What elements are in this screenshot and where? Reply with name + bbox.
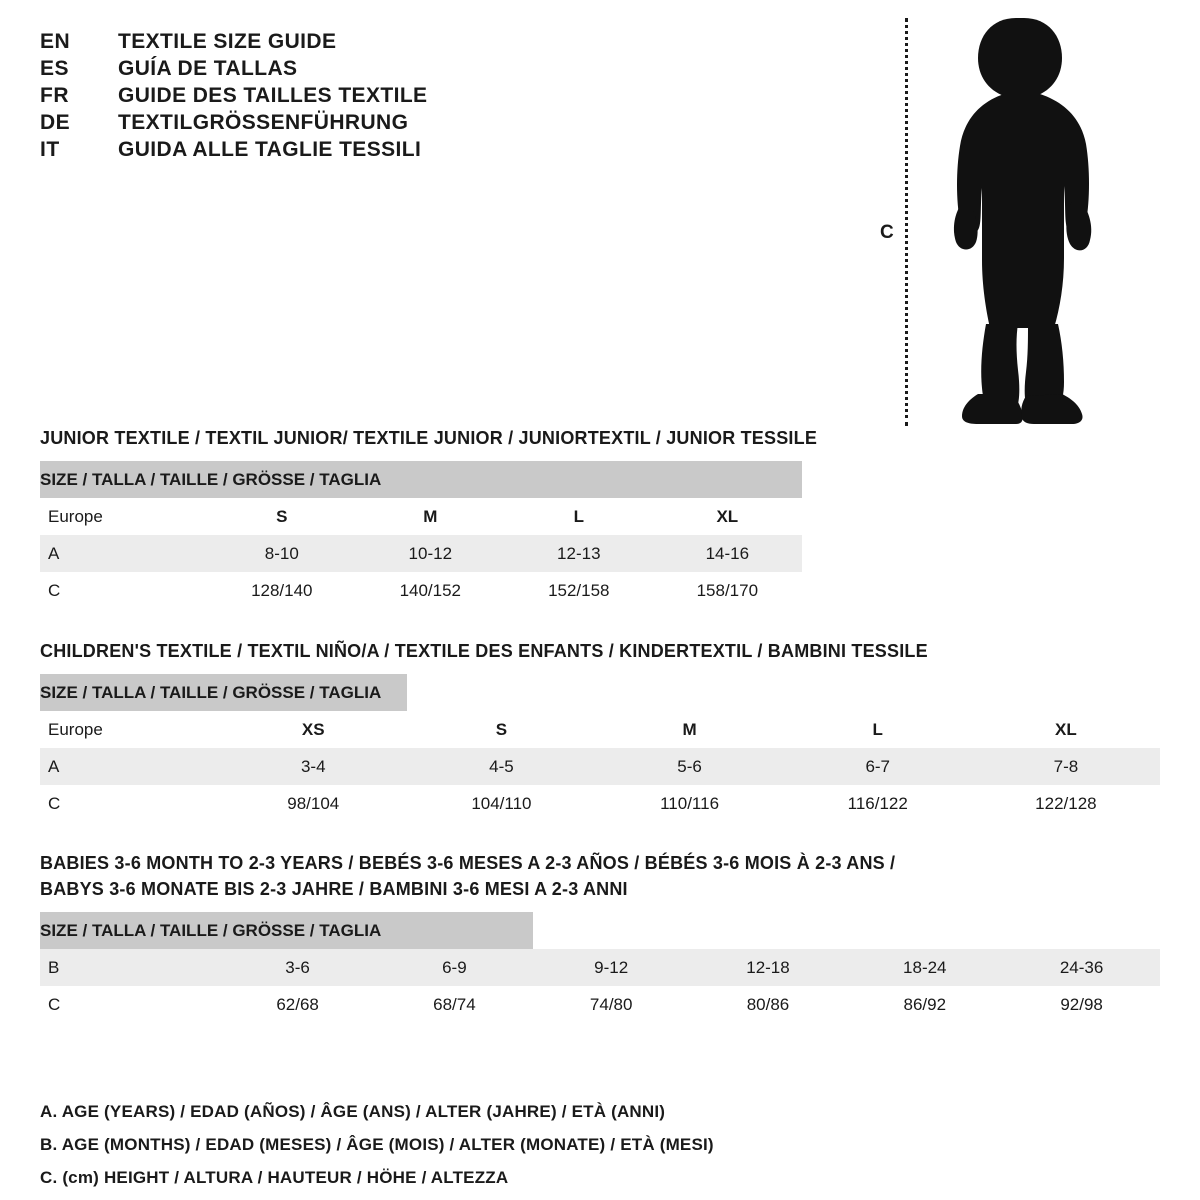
cell: 152/158 — [505, 572, 654, 609]
row-label: C — [40, 986, 219, 1023]
cell: S — [208, 498, 357, 535]
table-row — [40, 986, 1160, 1023]
section-babies-heading-line1: BABIES 3-6 MONTH TO 2-3 YEARS / BEBÉS 3-6 MESES A 2-3 AÑOS / BÉBÉS 3-6 MOIS À 2-3 ANS / — [40, 853, 896, 873]
cell: 4-5 — [407, 748, 595, 785]
title-text-de: TEXTILGRÖSSENFÜHRUNG — [118, 111, 409, 134]
table-band-header — [40, 461, 802, 498]
table-row — [40, 949, 1160, 986]
cell: 62/68 — [219, 986, 376, 1023]
cell: 12-13 — [505, 535, 654, 572]
row-label: Europe — [40, 711, 219, 748]
cell: 128/140 — [208, 572, 357, 609]
table-band-header — [40, 674, 1160, 711]
cell: 92/98 — [1003, 986, 1160, 1023]
legend-block — [40, 1095, 1160, 1194]
title-text-fr: GUIDE DES TAILLES TEXTILE — [118, 84, 428, 107]
cell: XL — [972, 711, 1160, 748]
cell: 110/116 — [596, 785, 784, 822]
section-children — [40, 638, 1160, 822]
title-text-es: GUÍA DE TALLAS — [118, 57, 298, 80]
cell: 7-8 — [972, 748, 1160, 785]
cell: 86/92 — [846, 986, 1003, 1023]
cell: 104/110 — [407, 785, 595, 822]
title-lang-fr: FR — [40, 84, 69, 107]
cell: 158/170 — [653, 572, 802, 609]
row-label: C — [40, 785, 219, 822]
title-text-it: GUIDA ALLE TAGLIE TESSILI — [118, 138, 422, 161]
title-row — [40, 138, 600, 162]
title-lang-it: IT — [40, 138, 60, 161]
cell: 5-6 — [596, 748, 784, 785]
cell: XS — [219, 711, 407, 748]
cell: 122/128 — [972, 785, 1160, 822]
row-label: B — [40, 949, 219, 986]
cell: 18-24 — [846, 949, 1003, 986]
children-size-table — [40, 674, 1160, 822]
legend-line-c: C. (cm) HEIGHT / ALTURA / HAUTEUR / HÖHE / ALTEZZA — [40, 1168, 509, 1188]
cell: M — [356, 498, 505, 535]
cell: XL — [653, 498, 802, 535]
title-text-en: TEXTILE SIZE GUIDE — [118, 30, 337, 53]
height-figure — [880, 10, 1140, 430]
table-row — [40, 785, 1160, 822]
table-row — [40, 535, 802, 572]
title-lang-en: EN — [40, 30, 71, 53]
title-row — [40, 30, 600, 54]
table-row — [40, 711, 1160, 748]
cell: 3-6 — [219, 949, 376, 986]
cell: M — [596, 711, 784, 748]
title-lang-de: DE — [40, 111, 71, 134]
section-junior-heading: JUNIOR TEXTILE / TEXTIL JUNIOR/ TEXTILE JUNIOR / JUNIORTEXTIL / JUNIOR TESSILE — [40, 428, 818, 448]
cell: L — [784, 711, 972, 748]
row-label: Europe — [40, 498, 208, 535]
cell: 6-9 — [376, 949, 533, 986]
cell: 74/80 — [533, 986, 690, 1023]
cell: 116/122 — [784, 785, 972, 822]
height-measure-label: C — [880, 222, 894, 243]
cell: 12-18 — [690, 949, 847, 986]
section-babies-heading-line2: BABYS 3-6 MONATE BIS 2-3 JAHRE / BAMBINI 3-6 MESI A 2-3 ANNI — [40, 879, 628, 900]
table-band-header — [40, 912, 1160, 949]
band-filler — [533, 912, 1160, 949]
row-label: C — [40, 572, 208, 609]
cell: 6-7 — [784, 748, 972, 785]
legend-line-b: B. AGE (MONTHS) / EDAD (MESES) / ÂGE (MOIS) / ALTER (MONATE) / ETÀ (MESI) — [40, 1135, 714, 1155]
title-lang-es: ES — [40, 57, 70, 80]
height-dashed-line — [905, 18, 908, 426]
row-label: A — [40, 535, 208, 572]
cell: 68/74 — [376, 986, 533, 1023]
cell: 98/104 — [219, 785, 407, 822]
cell: 14-16 — [653, 535, 802, 572]
table-row — [40, 572, 802, 609]
title-row — [40, 111, 600, 135]
cell: 10-12 — [356, 535, 505, 572]
cell: 140/152 — [356, 572, 505, 609]
section-babies — [40, 850, 1160, 1023]
junior-size-table — [40, 461, 802, 609]
row-label: A — [40, 748, 219, 785]
cell: 80/86 — [690, 986, 847, 1023]
babies-size-table — [40, 912, 1160, 1023]
band-label: SIZE / TALLA / TAILLE / GRÖSSE / TAGLIA — [40, 674, 407, 711]
table-row — [40, 498, 802, 535]
child-silhouette-icon — [920, 10, 1120, 430]
band-filler — [407, 674, 1160, 711]
cell: 3-4 — [219, 748, 407, 785]
section-junior — [40, 425, 1160, 609]
title-block — [40, 30, 600, 165]
table-row — [40, 748, 1160, 785]
title-row — [40, 84, 600, 108]
section-children-heading: CHILDREN'S TEXTILE / TEXTIL NIÑO/A / TEXTILE DES ENFANTS / KINDERTEXTIL / BAMBINI TESSILE — [40, 641, 928, 661]
cell: 8-10 — [208, 535, 357, 572]
cell: L — [505, 498, 654, 535]
cell: 9-12 — [533, 949, 690, 986]
title-row — [40, 57, 600, 81]
cell: S — [407, 711, 595, 748]
legend-line-a: A. AGE (YEARS) / EDAD (AÑOS) / ÂGE (ANS) / ALTER (JAHRE) / ETÀ (ANNI) — [40, 1102, 666, 1121]
band-label: SIZE / TALLA / TAILLE / GRÖSSE / TAGLIA — [40, 912, 533, 949]
cell: 24-36 — [1003, 949, 1160, 986]
band-label: SIZE / TALLA / TAILLE / GRÖSSE / TAGLIA — [40, 461, 802, 498]
